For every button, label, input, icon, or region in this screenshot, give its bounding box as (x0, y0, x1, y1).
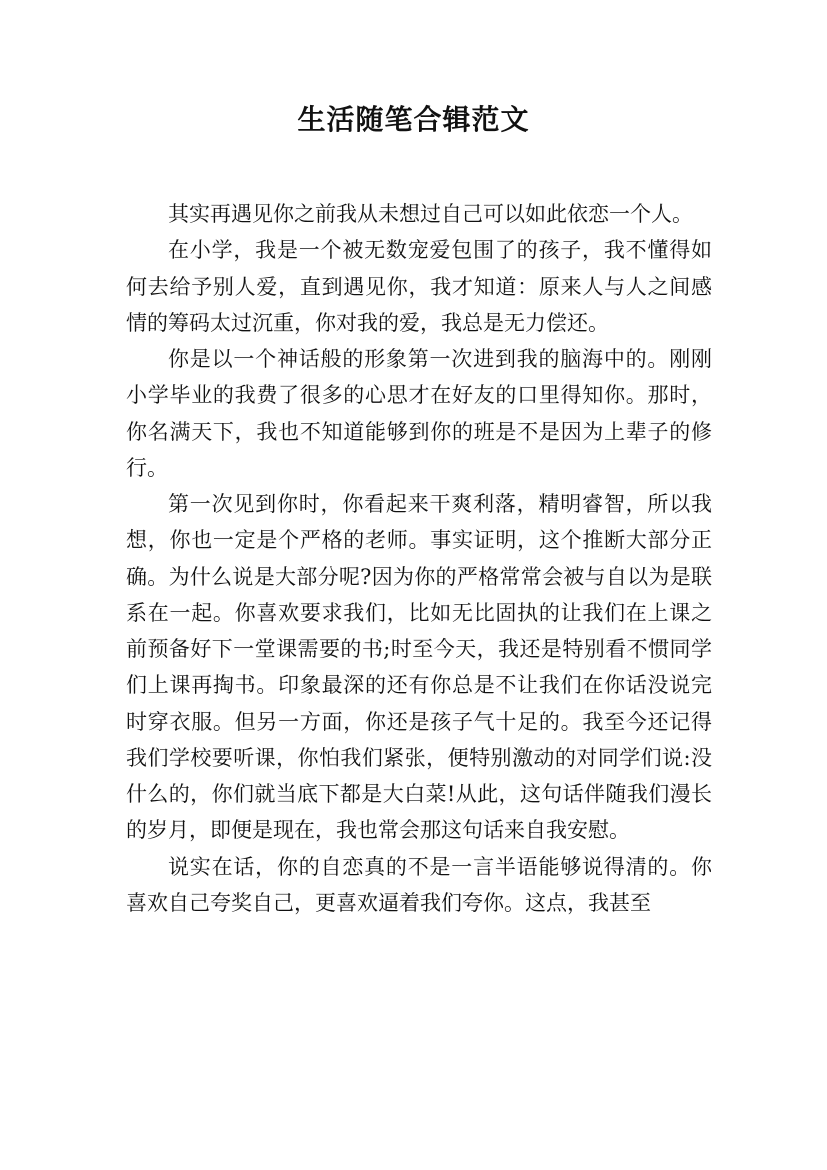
paragraph: 你是以一个神话般的形象第一次进到我的脑海中的。刚刚小学毕业的我费了很多的心思才在好友的口里得知你。那时，你名满天下，我也不知道能够到你的班是不是因为上辈子的修行。 (126, 347, 712, 480)
document-title: 生活随笔合辑范文 (297, 103, 530, 136)
paragraph: 说实在话，你的自恋真的不是一言半语能够说得清的。你喜欢自己夸奖自己，更喜欢逼着我们夸你。这点，我甚至 (126, 854, 712, 915)
paragraph: 第一次见到你时，你看起来干爽利落，精明睿智，所以我想，你也一定是个严格的老师。事实证明，这个推断大部分正确。为什么说是大部分呢?因为你的严格常常会被与自以为是联系在一起。你喜欢要求我们，比如无比固执的让我们在上课之前预备好下一堂课需要的书;时至今天，我还是特别看不惯同学们上课再掏书。印象最深的还有你总是不让我们在你话没说完时穿衣服。但另一方面，你还是孩子气十足的。我至今还记得我们学校要听课，你怕我们紧张，便特别激动的对同学们说:没什么的，你们就当底下都是大白菜!从此，这句话伴随我们漫长的岁月，即便是现在，我也常会那这句话来自我安慰。 (126, 492, 712, 843)
paragraph: 其实再遇见你之前我从未想过自己可以如此依恋一个人。 (168, 202, 693, 226)
paragraph: 在小学，我是一个被无数宠爱包围了的孩子，我不懂得如何去给予别人爱，直到遇见你，我才知道：原来人与人之间感情的筹码太过沉重，你对我的爱，我总是无力偿还。 (126, 238, 712, 335)
document-body (126, 196, 712, 921)
